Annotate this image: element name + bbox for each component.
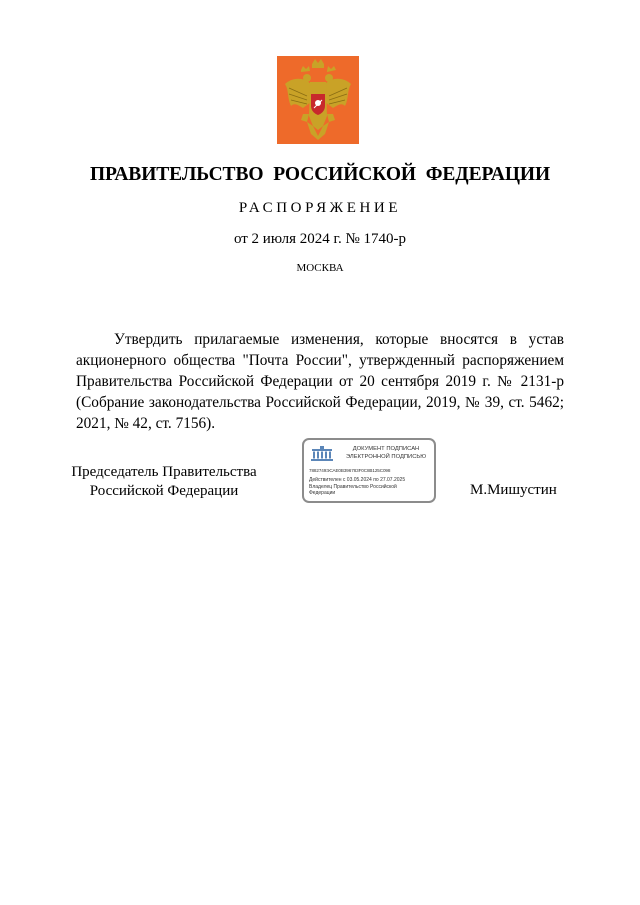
stamp-owner xyxy=(309,484,397,496)
signatory-position xyxy=(64,463,264,501)
stamp-heading-line1: ДОКУМЕНТ ПОДПИСАН xyxy=(352,446,420,452)
document-city: МОСКВА xyxy=(296,262,344,274)
coat-of-arms-icon xyxy=(277,56,359,144)
stamp-certificate: 7882749ЭСАЕ0В396783F0С8В125С098 xyxy=(309,468,391,473)
electronic-signature-stamp xyxy=(302,438,436,503)
stamp-heading xyxy=(338,446,434,461)
stamp-validity: Действителен с 03.05.2024 по 27.07.2025 xyxy=(309,477,406,483)
stamp-heading-line2: ЭЛЕКТРОННОЙ ПОДПИСЬЮ xyxy=(345,453,427,460)
body-paragraph: Утвердить прилагаемые изменения, которые вносятся в устав акционерного общества "Почта России", утвержденный распоряжением Правительства Российской Федерации от 20 сентября 2019 г. № 2131-р (Собрание законодательства Российской Федерации, 2019, № 39, ст. 5462; 2021, № 42, ст. 7156). xyxy=(76,331,564,432)
document-date-number: от 2 июля 2024 г. № 1740-р xyxy=(233,231,407,247)
signatory-name: М.Мишустин xyxy=(470,482,557,498)
stamp-owner-line2: Федерации xyxy=(309,490,336,496)
page-title: ПРАВИТЕЛЬСТВО РОССИЙСКОЙ ФЕДЕРАЦИИ xyxy=(89,164,551,185)
document-type: РАСПОРЯЖЕНИЕ xyxy=(238,200,402,216)
government-building-icon xyxy=(310,445,334,462)
signatory-position-line2: Российской Федерации xyxy=(89,483,239,499)
stamp-owner-line1: Владелец Правительство Российской xyxy=(309,484,397,490)
signatory-position-line1: Председатель Правительства xyxy=(71,464,257,480)
